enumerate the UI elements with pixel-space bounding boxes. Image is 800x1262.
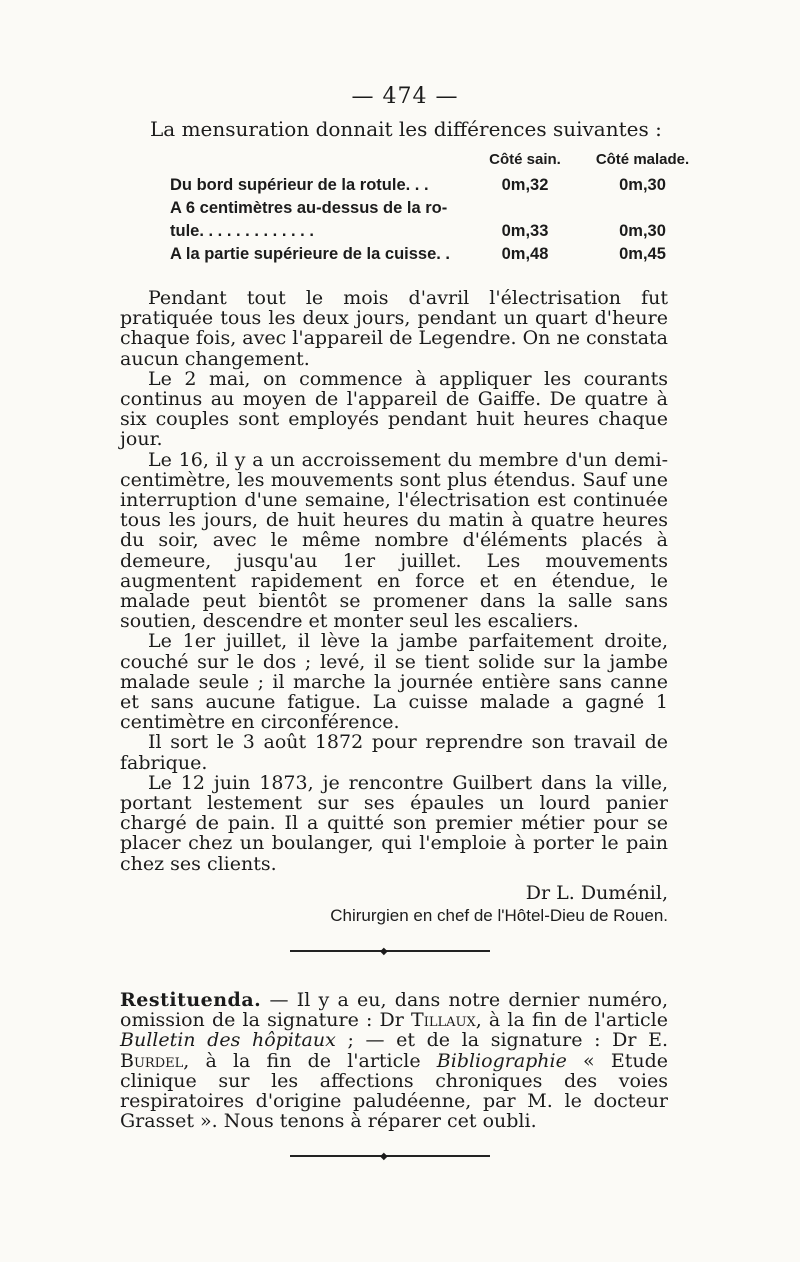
ornamental-rule <box>290 1151 490 1163</box>
row-label: Du bord supérieur de la rotule. . . <box>170 176 429 194</box>
signature-title: Chirurgien en chef de l'Hôtel-Dieu de Rouen. <box>330 905 668 925</box>
notice-text: — Il y a eu, dans notre dernier numéro, omission de la signature : Dr <box>120 988 668 1032</box>
ornament-icon: ◆ <box>380 945 388 957</box>
table-header-malade: Côté malade. <box>595 151 690 168</box>
row-label: A 6 centimètres au-dessus de la ro- <box>170 199 448 217</box>
row-value-sain: 0m,32 <box>501 176 549 194</box>
table-row <box>170 243 710 266</box>
notice-text: , à la fin de l'article <box>475 1009 668 1032</box>
table-row <box>170 174 710 197</box>
notice-name: Tillaux <box>411 1009 476 1032</box>
paragraph: Il sort le 3 août 1872 pour reprendre son travail de fabrique. <box>120 731 668 774</box>
table-header-sain: Côté sain. <box>489 151 561 168</box>
notice-name: Burdel <box>120 1049 184 1072</box>
table-row <box>170 197 710 220</box>
row-value-sain <box>475 197 575 220</box>
ornament-icon: ◆ <box>380 1151 388 1163</box>
paragraph: Le 2 mai, on commence à appliquer les courants continus au moyen de l'appareil de Gaiffe. De quatre à six couples sont employés pendant huit heures chaque jour. <box>120 367 668 451</box>
table-header-blank <box>170 151 475 174</box>
notice-heading: Restituenda. <box>120 988 262 1011</box>
notice-text: , à la fin de l'article <box>183 1049 437 1072</box>
paragraph: Le 12 juin 1873, je rencontre Guilbert dans la ville, portant lestement sur ses épaules un lourd panier chargé de pain. Il a quitté son premier métier pour se placer chez un boulanger, qui l'emploie à porter le pain chez ses clients. <box>120 771 668 875</box>
row-label: A la partie supérieure de la cuisse. . <box>170 245 451 263</box>
row-value-malade <box>575 197 710 220</box>
intro-line: La mensuration donnait les différences suivantes : <box>150 117 662 141</box>
notice-article-title: Bulletin des hôpitaux <box>120 1029 336 1052</box>
page-number: — 474 — <box>351 84 459 109</box>
ornamental-rule <box>290 945 490 957</box>
row-value-sain: 0m,48 <box>501 245 549 263</box>
notice-article-title: Bibliographie <box>436 1049 567 1072</box>
paragraph: Le 16, il y a un accroissement du membre d'un demi-centimètre, les mouvements sont plus étendus. Sauf une interruption d'une semaine, l'électrisation est continuée tous les jours, de huit heures du matin à quatre heures du soir, avec le même nombre d'éléments placés à demeure, jusqu'au 1er juillet. Les mouvements augmentent rapidement en force et en étendue, le malade peut bientôt se promener dans la salle sans soutien, descendre et monter seul les escaliers. <box>120 448 668 633</box>
table-row <box>170 220 710 243</box>
row-value-malade: 0m,30 <box>619 222 666 240</box>
row-label: tule. . . . . . . . . . . . . <box>170 222 314 240</box>
notice-text: « Etude clinique sur les affections chroniques des voies respiratoires d'origine paludéenne, par M. le docteur Grasset ». Nous tenons à réparer cet oubli. <box>120 1049 668 1133</box>
row-value-malade: 0m,30 <box>619 176 666 194</box>
signature-name: Dr L. Duménil, <box>525 881 668 904</box>
paragraph: Pendant tout le mois d'avril l'électrisation fut pratiquée tous les deux jours, pendant un quart d'heure chaque fois, avec l'appareil de Legendre. On ne constata aucun changement. <box>120 287 668 370</box>
notice-text: ; — et de la signature : Dr E. <box>335 1029 668 1052</box>
restituenda-notice <box>120 990 668 1131</box>
paragraph: Le 1er juillet, il lève la jambe parfaitement droite, couché sur le dos ; levé, il se tient solide sur la jambe malade seule ; il marche la journée entière sans canne et sans aucune fatigue. La cuisse malade a gagné 1 centimètre en circonférence. <box>120 630 668 734</box>
measurement-table <box>170 151 710 266</box>
row-value-sain: 0m,33 <box>501 222 549 240</box>
row-value-malade: 0m,45 <box>619 245 666 263</box>
